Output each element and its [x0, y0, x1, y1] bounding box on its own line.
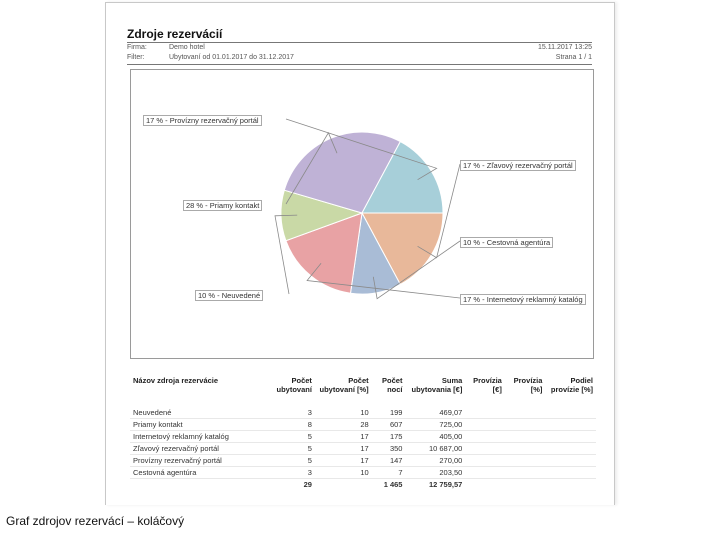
- col-header-commission-pct: Provízia [%]: [513, 376, 543, 394]
- table-totals-row: [130, 479, 596, 491]
- slice-label-internetovy: 17 % - Internetový reklamný katalóg: [460, 294, 586, 305]
- cell-commission-pct: [505, 467, 546, 479]
- report-date: 15.11.2017 13:25: [538, 44, 592, 51]
- cell-count-pct: 10: [315, 407, 372, 419]
- cell-commission-pct: [505, 419, 546, 431]
- table-header-row: [130, 377, 596, 407]
- cell-nights: 350: [372, 443, 406, 455]
- cell-count: 5: [264, 431, 315, 443]
- cell-name: Provízny rezervačný portál: [130, 455, 264, 467]
- cell-count-pct: 17: [315, 443, 372, 455]
- table-row: [130, 467, 596, 479]
- cell-nights: 147: [372, 455, 406, 467]
- cell-count-pct: 10: [315, 467, 372, 479]
- cell-amount: 10 687,00: [405, 443, 465, 455]
- total-amount: 12 759,57: [405, 479, 465, 491]
- total-count: 29: [264, 479, 315, 491]
- slice-label-neuvedene: 10 % - Neuvedené: [195, 290, 263, 301]
- cell-commission-pct: [505, 455, 546, 467]
- cell-count-pct: 28: [315, 419, 372, 431]
- sources-table: [130, 377, 596, 490]
- cell-nights: 607: [372, 419, 406, 431]
- total-name: [130, 479, 264, 491]
- title-divider: [127, 42, 592, 43]
- cell-amount: 469,07: [405, 407, 465, 419]
- total-nights: 1 465: [372, 479, 406, 491]
- cell-commission: [465, 431, 505, 443]
- firma-value: Demo hotel: [169, 44, 205, 51]
- table-row: [130, 407, 596, 419]
- total-commission-pct: [505, 479, 546, 491]
- cell-name: Zľavový rezervačný portál: [130, 443, 264, 455]
- slice-label-zlavovy: 17 % - Zľavový rezervačný portál: [460, 160, 576, 171]
- slice-label-cestovna: 10 % - Cestovná agentúra: [460, 237, 553, 248]
- report-title: Zdroje rezervácií: [127, 27, 223, 41]
- cell-count-pct: 17: [315, 431, 372, 443]
- header-divider: [127, 64, 592, 65]
- total-count-pct: [315, 479, 372, 491]
- cell-count: 3: [264, 467, 315, 479]
- pie-chart-frame: [130, 69, 594, 359]
- cell-commission: [465, 467, 505, 479]
- col-header-count-pct: Počet ubytovaní [%]: [319, 376, 369, 394]
- cell-commission-share: [545, 419, 596, 431]
- table-row: [130, 455, 596, 467]
- col-header-commission: Provízia [€]: [473, 376, 502, 394]
- table-row: [130, 419, 596, 431]
- firma-label: Firma:: [127, 44, 147, 51]
- cell-count: 3: [264, 407, 315, 419]
- cell-amount: 405,00: [405, 431, 465, 443]
- cell-commission: [465, 455, 505, 467]
- cell-name: Neuvedené: [130, 407, 264, 419]
- table-row: [130, 431, 596, 443]
- cell-nights: 175: [372, 431, 406, 443]
- page-number: Strana 1 / 1: [555, 54, 592, 61]
- cell-commission-share: [545, 467, 596, 479]
- cell-amount: 270,00: [405, 455, 465, 467]
- cell-commission-share: [545, 443, 596, 455]
- filter-value: Ubytovaní od 01.01.2017 do 31.12.2017: [169, 54, 294, 61]
- col-header-nights: Počet nocí: [382, 376, 403, 394]
- cell-commission: [465, 407, 505, 419]
- total-commission-share: [545, 479, 596, 491]
- cell-commission-share: [545, 431, 596, 443]
- total-commission: [465, 479, 505, 491]
- cell-commission: [465, 419, 505, 431]
- cell-commission-share: [545, 455, 596, 467]
- cell-amount: 203,50: [405, 467, 465, 479]
- filter-label: Filter:: [127, 54, 145, 61]
- report-page: [105, 2, 615, 505]
- cell-amount: 725,00: [405, 419, 465, 431]
- cell-name: Priamy kontakt: [130, 419, 264, 431]
- figure-caption: Graf zdrojov rezervácí – koláčový: [6, 514, 185, 528]
- cell-name: Cestovná agentúra: [130, 467, 264, 479]
- cell-nights: 7: [372, 467, 406, 479]
- cell-commission-pct: [505, 407, 546, 419]
- cell-commission-share: [545, 407, 596, 419]
- slice-label-provizny: 17 % - Provízny rezervačný portál: [143, 115, 262, 126]
- cell-commission-pct: [505, 431, 546, 443]
- cell-name: Internetový reklamný katalóg: [130, 431, 264, 443]
- col-header-commission-share: Podiel provízie [%]: [550, 376, 593, 394]
- col-header-name: Názov zdroja rezervácie: [133, 376, 219, 385]
- col-header-amount: Suma ubytovania [€]: [411, 376, 463, 394]
- cell-count: 5: [264, 455, 315, 467]
- cell-count: 8: [264, 419, 315, 431]
- col-header-count: Počet ubytovaní: [276, 376, 312, 394]
- cell-count-pct: 17: [315, 455, 372, 467]
- table-row: [130, 443, 596, 455]
- cell-commission-pct: [505, 443, 546, 455]
- cell-nights: 199: [372, 407, 406, 419]
- cell-count: 5: [264, 443, 315, 455]
- pie-chart: [131, 70, 593, 358]
- slice-label-priamy: 28 % - Priamy kontakt: [183, 200, 262, 211]
- cell-commission: [465, 443, 505, 455]
